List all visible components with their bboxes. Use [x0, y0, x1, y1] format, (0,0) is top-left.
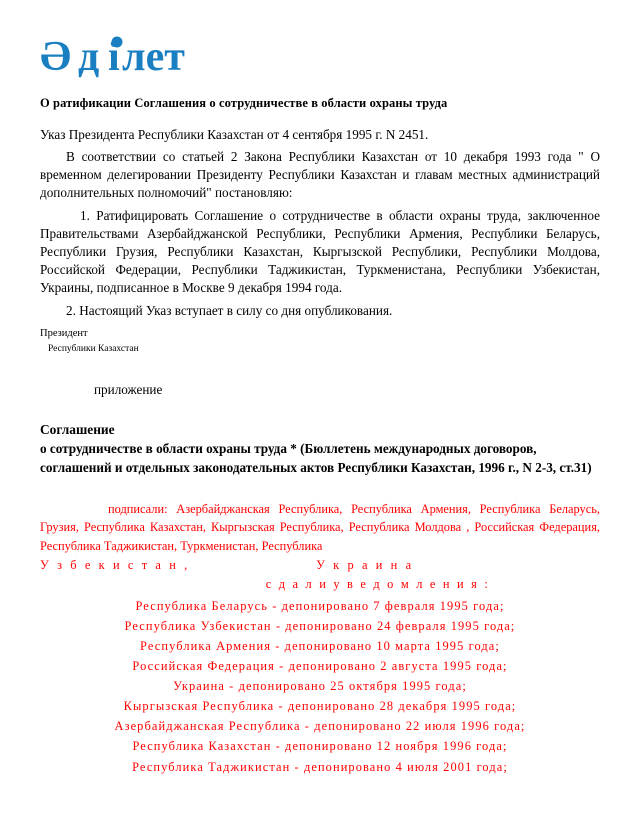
list-item: Республика Беларусь - депонировано 7 февраля 1995 года; — [135, 598, 505, 613]
list-item: Кыргызская Республика - депонировано 28 декабря 1995 года; — [123, 699, 517, 714]
deposits-list — [40, 596, 600, 777]
page-title: О ратификации Соглашения о сотрудничестве в области охраны труда — [40, 96, 448, 110]
svg-text:д: д — [78, 34, 100, 80]
signatory-ukraine: У к р а и н а — [316, 558, 414, 573]
signatory-uzbekistan: У з б е к и с т а н , — [40, 558, 190, 573]
decree-reference: Указ Президента Республики Казахстан от 4 сентября 1995 г. N 2451. — [40, 126, 429, 142]
signature-president: Президент — [40, 327, 88, 339]
attachment-label: приложение — [94, 381, 163, 397]
list-item: Азербайджанская Республика - депонировано 22 июля 1996 года; — [114, 719, 526, 734]
list-item: Украина - депонировано 25 октября 1995 года; — [173, 679, 467, 694]
svg-text:i: i — [108, 34, 120, 80]
list-item: Республика Армения - депонировано 10 марта 1995 года; — [140, 638, 500, 653]
list-item: Республика Казахстан - депонировано 12 ноября 1996 года; — [132, 739, 508, 754]
list-item: Республика Таджикистан - депонировано 4 июля 2001 года; — [132, 759, 508, 774]
list-item: Республика Узбекистан - депонировано 24 февраля 1995 года; — [124, 618, 516, 633]
signature-republic: Республики Казахстан — [48, 343, 139, 354]
list-item: Российская Федерация - депонировано 2 августа 1995 года; — [132, 659, 508, 674]
agreement-heading: Соглашение — [40, 421, 115, 437]
preamble-paragraph: В соответствии со статьей 2 Закона Республики Казахстан от 10 декабря 1993 года " О временном делегировании Президенту Республики Казахстан и главам местных администраций дополнительных полномочий" постановляю: — [40, 148, 600, 201]
adilet-logo-icon — [40, 34, 220, 80]
article-2-paragraph: 2. Настоящий Указ вступает в силу со дня опубликования. — [66, 302, 393, 318]
signatories-intro: подписали: Азербайджанская Республика, Республика Армения, Республика Беларусь, Грузия, Республика Казахстан, Кыргызская Республика, Республика Молдова , Российская Федерация, Республика Таджикистан, Туркменистан, Республика — [40, 501, 600, 554]
adilet-logo[interactable] — [40, 34, 600, 78]
svg-text:Ә: Ә — [40, 34, 72, 80]
article-1-paragraph: 1. Ратифицировать Соглашение о сотрудничестве в области охраны труда, заключенное Правительствами Азербайджанской Республики, Республики Армения, Республики Беларусь, Республики Грузия, Республики Казахстан, Кыргызской Республики, Республики Молдова, Российской Федерации, Республики Таджикистан, Туркменистана, Республики Узбекистан, Украины, подписанное в Москве 9 декабря 1994 года. — [40, 207, 600, 296]
svg-text:лет: лет — [122, 34, 185, 80]
notices-header: с д а л и у в е д о м л е н и я : — [265, 576, 490, 591]
signatories-last-line — [40, 556, 600, 575]
agreement-subheading: о сотрудничестве в области охраны труда * (Бюллетень международных договоров, соглашений и отдельных законодательных актов Республики Казахстан, 1996 г., N 2-3, ст.31) — [40, 441, 592, 476]
signatories-block — [40, 500, 600, 594]
agreement-block — [40, 420, 600, 478]
